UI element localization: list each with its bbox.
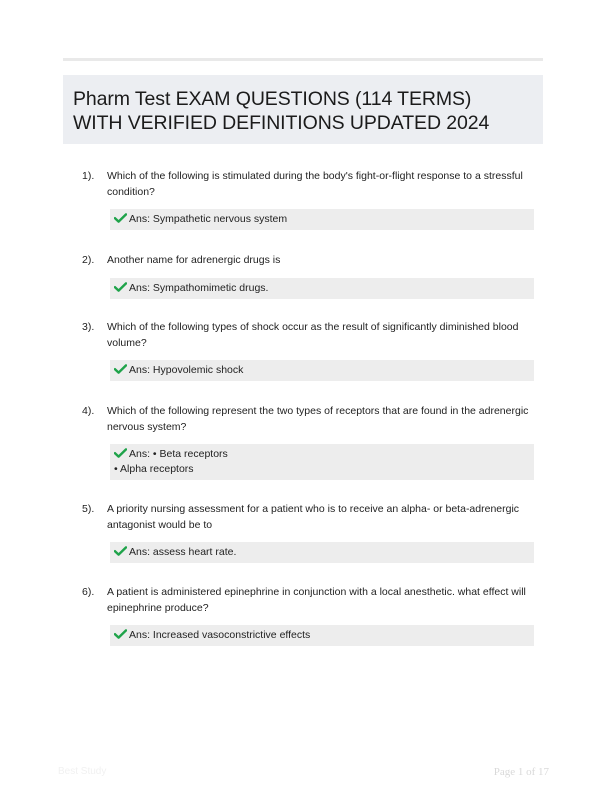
answer-text: Ans: Sympathetic nervous system <box>129 213 288 225</box>
question-text: Which of the following represent the two types of receptors that are found in the adrenergic nervous system? <box>107 405 529 433</box>
top-divider <box>63 58 543 61</box>
question-number: 1). <box>82 170 95 182</box>
check-icon <box>114 213 127 223</box>
answer-text: Ans: assess heart rate. <box>129 546 237 558</box>
title-line-1: Pharm Test EXAM QUESTIONS (114 TERMS) <box>73 88 472 110</box>
answer-text-line-2: • Alpha receptors <box>114 463 194 475</box>
answer-box <box>110 625 534 646</box>
question-text: Which of the following types of shock occur as the result of significantly diminished blood volume? <box>107 321 519 349</box>
title-box <box>63 75 543 144</box>
answer-box <box>110 209 534 230</box>
check-icon <box>114 546 127 556</box>
check-icon <box>114 364 127 374</box>
answer-box <box>110 444 534 480</box>
title-line-2: WITH VERIFIED DEFINITIONS UPDATED 2024 <box>73 112 490 134</box>
answer-text: Ans: Sympathomimetic drugs. <box>129 282 269 294</box>
question-number: 5). <box>82 503 95 515</box>
question-text: Another name for adrenergic drugs is <box>107 254 281 266</box>
check-icon <box>114 629 127 639</box>
question-text: A priority nursing assessment for a patient who is to receive an alpha- or beta-adrenergic antagonist would be to <box>107 503 520 531</box>
answer-box <box>110 542 534 563</box>
answer-box <box>110 360 534 381</box>
footer-brand: Best Study <box>58 766 107 777</box>
answer-text: Ans: Hypovolemic shock <box>129 364 244 376</box>
check-icon <box>114 448 127 458</box>
answer-text: Ans: • Beta receptors <box>129 448 228 460</box>
answer-box <box>110 278 534 299</box>
question-text: Which of the following is stimulated during the body's fight-or-flight response to a stressful condition? <box>107 170 523 198</box>
question-number: 4). <box>82 405 95 417</box>
page-number: Page 1 of 17 <box>493 766 549 778</box>
document-title <box>73 87 533 135</box>
question-number: 6). <box>82 586 95 598</box>
answer-text: Ans: Increased vasoconstrictive effects <box>129 629 311 641</box>
question-text: A patient is administered epinephrine in conjunction with a local anesthetic. what effect will epinephrine produce? <box>107 586 526 614</box>
question-number: 2). <box>82 254 95 266</box>
check-icon <box>114 282 127 292</box>
question-number: 3). <box>82 321 95 333</box>
